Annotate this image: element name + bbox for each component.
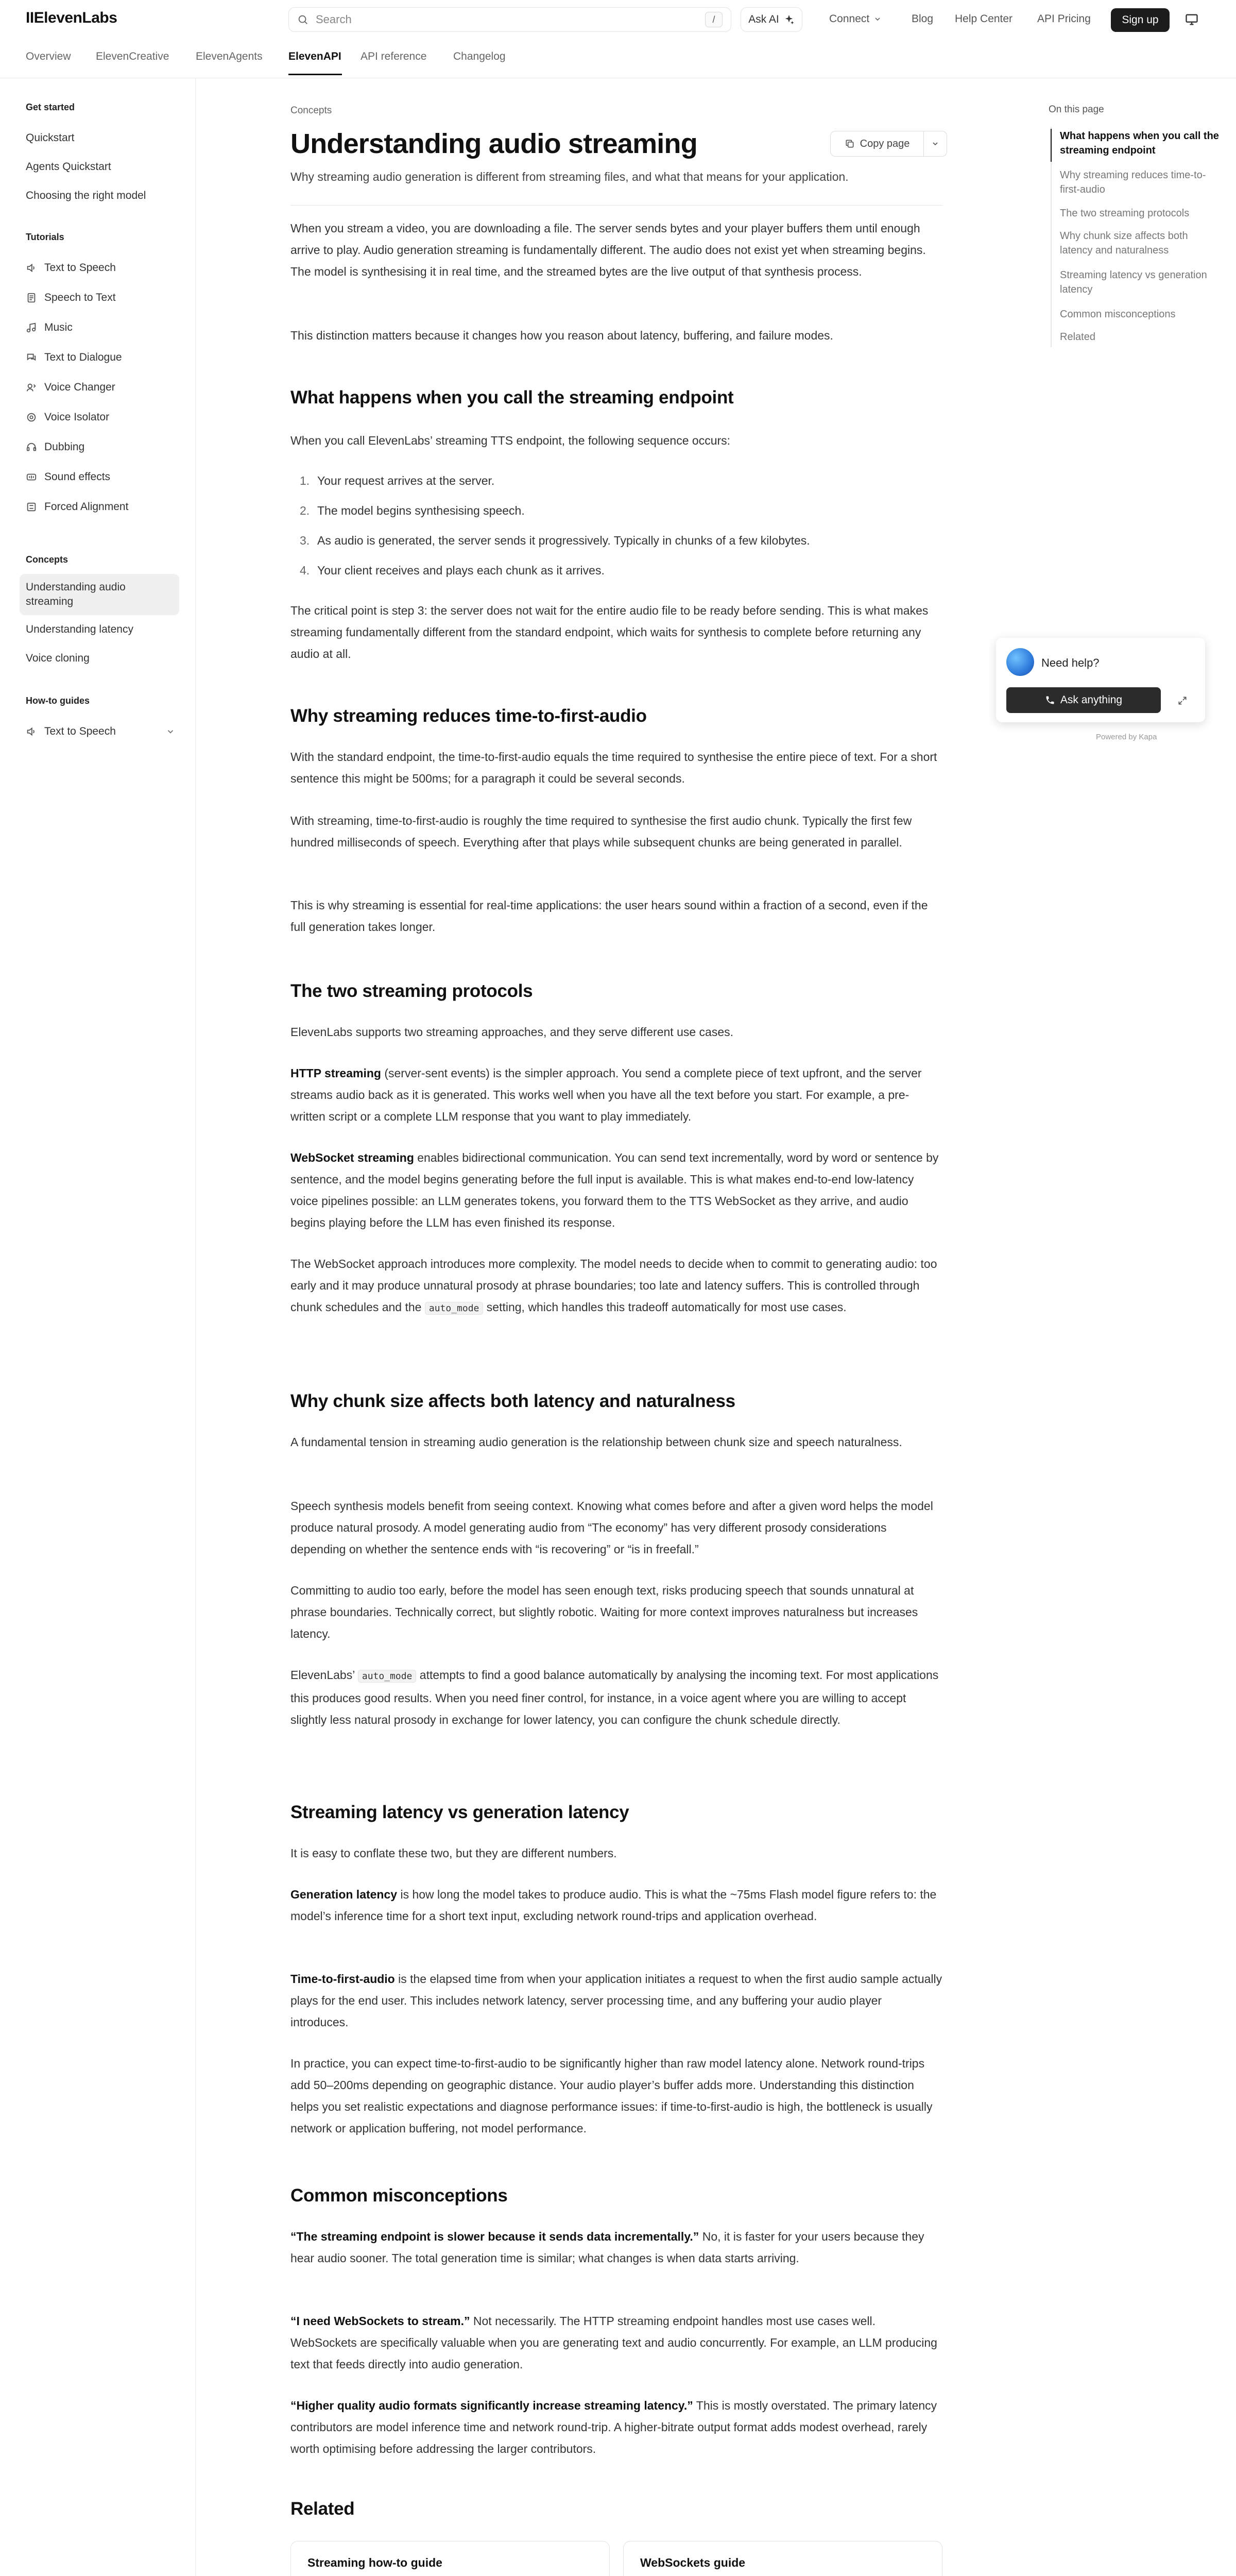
voice-changer-icon [26, 382, 37, 393]
speaker-icon [26, 726, 37, 737]
ask-ai-button[interactable] [741, 7, 802, 32]
chevron-down-icon[interactable] [166, 727, 175, 736]
list-item-text: As audio is generated, the server sends it progressively. Typically in chunks of a few kilobytes. [317, 534, 810, 547]
paragraph-text: The WebSocket approach introduces more complexity. The model needs to decide when to commit to generating audio: too early and it may produce unnatural prosody at phrase boundaries; too late and latency suffers. This is controlled through chunk schedules and the [290, 1257, 937, 1314]
section-2-paragraph-1: With the standard endpoint, the time-to-first-audio equals the time required to synthesise the entire piece of text. For a short sentence this might be 500ms; for a paragraph it could be several seconds. [290, 750, 937, 785]
websocket-streaming-paragraph [290, 1147, 942, 1233]
tab-elevencreative[interactable]: ElevenCreative [96, 50, 169, 62]
nav-blog[interactable]: Blog [912, 13, 934, 25]
list-item: 3. As audio is generated, the server sends it progressively. Typically in chunks of a few kilobytes. [300, 534, 810, 547]
sidebar-item-sound-effects[interactable] [26, 471, 110, 483]
time-to-first-audio-text: is the elapsed time from when your application initiates a request to when the first audio sample actually plays for the end user. This includes network latency, server processing time, and any buffering your audio player introduces. [290, 1972, 942, 2029]
generation-latency-term: Generation latency [290, 1888, 398, 1901]
sound-effects-icon [26, 471, 37, 483]
websocket-streaming-text: enables bidirectional communication. You can send text incrementally, word by word or sentence by sentence, and the model begins generating before the full input is available. This is what makes end-to-end low-latency voice pipelines possible: an LLM generates tokens, you forward them to the TTS WebSocket as they arrive, and audio begins playing before the LLM has even finished its response. [290, 1151, 939, 1229]
toc-item-two-protocols[interactable]: The two streaming protocols [1060, 208, 1190, 219]
product-tabs [0, 39, 1236, 78]
tab-changelog[interactable]: Changelog [453, 50, 506, 62]
sidebar-item-quickstart[interactable]: Quickstart [26, 132, 75, 144]
sidebar-item-label: Music [44, 321, 73, 333]
sidebar-item-label: Dubbing [44, 441, 85, 453]
chevron-down-icon [931, 140, 939, 148]
tab-api-reference[interactable]: API reference [360, 50, 427, 62]
section-1-paragraph: The critical point is step 3: the server does not wait for the entire audio file to be ready before sending. This is what makes streaming fundamentally different from the standard endpoint, which waits for synthesis to complete before returning any audio at all. [290, 604, 929, 660]
sidebar-item-label: Text to Speech [44, 725, 116, 737]
ask-anything-label: Ask anything [1060, 694, 1123, 706]
copy-page-options-button[interactable] [923, 131, 947, 157]
elevenlabs-logo[interactable]: IIElevenLabs [26, 9, 117, 26]
section-3-lead: ElevenLabs supports two streaming approaches, and they serve different use cases. [290, 1025, 734, 1039]
misconception-text: Not necessarily. The HTTP streaming endpoint handles most use cases well. WebSockets are specifically valuable when you are generating text and audio concurrently. For example, an LLM producing text that feeds directly into audio generation. [290, 2314, 937, 2371]
sidebar-item-label: Sound effects [44, 471, 111, 483]
section-heading-misconceptions: Common misconceptions [290, 2185, 508, 2206]
misconception-text: This is mostly overstated. The primary latency contributors are model inference time and network round-trip. A higher-bitrate output format adds modest overhead, rarely worth optimising before addressing the larger contributors. [290, 2399, 937, 2455]
section-5-lead: It is easy to conflate these two, but they are different numbers. [290, 1846, 617, 1860]
sidebar-item-voice-isolator[interactable] [26, 411, 109, 423]
sign-up-button[interactable]: Sign up [1111, 8, 1170, 32]
section-heading-time-to-first-audio: Why streaming reduces time-to-first-audio [290, 706, 647, 726]
websocket-complexity-paragraph [290, 1253, 942, 1319]
toc-item-latency-vs-generation[interactable]: Streaming latency vs generation latency [1060, 269, 1207, 295]
active-tab-indicator [288, 74, 342, 75]
intro-paragraph-2: This distinction matters because it changes how you reason about latency, buffering, and failure modes. [290, 329, 833, 342]
sidebar-item-speech-to-text[interactable] [26, 292, 116, 304]
ask-ai-label: Ask AI [748, 13, 779, 25]
nav-help-center[interactable]: Help Center [955, 13, 1013, 25]
sparkle-icon [783, 14, 795, 25]
section-4-paragraph-1: A fundamental tension in streaming audio generation is the relationship between chunk size and speech naturalness. [290, 1435, 902, 1449]
sidebar-section-concepts: Concepts [26, 554, 68, 565]
sidebar-section-get-started: Get started [26, 102, 75, 112]
toc-item-misconceptions[interactable]: Common misconceptions [1060, 309, 1176, 320]
page-title: Understanding audio streaming [290, 128, 697, 159]
toc-item-time-to-first-audio[interactable]: Why streaming reduces time-to-first-audio [1060, 170, 1206, 195]
toc-item-chunk-size[interactable]: Why chunk size affects both latency and naturalness [1060, 230, 1188, 256]
sidebar-item-label: Text to Dialogue [44, 351, 122, 363]
paragraph-text: ElevenLabs’ [290, 1668, 358, 1682]
section-5-paragraph-last: In practice, you can expect time-to-first-audio to be significantly higher than raw model latency alone. Network round-trips add 50–200ms depending on geographic distance. Your audio player’s buffer adds more. Understanding this distinction helps you set realistic expectations and diagnose performance issues: if time-to-first-audio is high, the bottleneck is usually network or application buffering, not model performance. [290, 2057, 933, 2135]
tab-elevenapi[interactable]: ElevenAPI [288, 50, 341, 62]
misconception-1 [290, 2226, 942, 2269]
section-heading-related: Related [290, 2499, 355, 2519]
search-placeholder: Search [316, 13, 352, 26]
nav-connect-label: Connect [829, 13, 870, 25]
sidebar-item-music[interactable] [26, 321, 73, 334]
dialogue-icon [26, 352, 37, 363]
chevron-down-icon [873, 15, 882, 23]
dubbing-icon [26, 442, 37, 453]
page-subtitle: Why streaming audio generation is different from streaming files, and what that means for your application. [290, 170, 849, 183]
section-heading-chunk-size: Why chunk size affects both latency and naturalness [290, 1391, 735, 1411]
list-item: 1. Your request arrives at the server. [300, 474, 495, 487]
document-icon [26, 292, 37, 303]
tab-overview[interactable]: Overview [26, 50, 71, 62]
phone-icon [1045, 695, 1055, 705]
voice-isolator-icon [26, 412, 37, 423]
sidebar-section-tutorials: Tutorials [26, 232, 64, 242]
speaker-icon [26, 262, 37, 274]
toc-active-indicator [1051, 129, 1052, 162]
section-4-paragraph-2: Speech synthesis models benefit from seeing context. Knowing what comes before and after a given word helps the model produce natural prosody. A model generating audio from “The economy” has very different prosody considerations depending on whether the sentence ends with “is recovering” or “is in freefall.” [290, 1499, 933, 1556]
ask-anything-button[interactable] [1006, 687, 1161, 713]
misconception-text: No, it is faster for your users because they hear audio sooner. The total generation time is similar; what changes is when data starts arriving. [290, 2230, 924, 2265]
copy-page-label: Copy page [860, 138, 910, 149]
sidebar-item-forced-alignment[interactable] [26, 501, 128, 513]
search-input[interactable] [288, 7, 731, 32]
sidebar-item-understanding-audio-streaming[interactable]: Understanding audio streaming [26, 581, 126, 607]
misconception-term: “Higher quality audio formats significantly increase streaming latency.” [290, 2399, 693, 2412]
sidebar-item-understanding-latency[interactable]: Understanding latency [26, 623, 133, 635]
search-shortcut-key: / [705, 12, 723, 27]
section-heading-latency-vs-generation: Streaming latency vs generation latency [290, 1802, 629, 1822]
music-icon [26, 322, 37, 333]
section-4-paragraph-3: Committing to audio too early, before the model has seen enough text, risks producing speech that sounds unnatural at phrase boundaries. Technically correct, but slightly robotic. Waiting for more context improves naturalness but increases latency. [290, 1584, 918, 1640]
nav-api-pricing[interactable]: API Pricing [1037, 13, 1091, 25]
sidebar-item-label: Text to Speech [44, 262, 116, 274]
expand-icon[interactable] [1171, 689, 1194, 712]
sidebar-item-label: Voice Changer [44, 381, 115, 393]
misconception-term: “I need WebSockets to stream.” [290, 2314, 470, 2328]
inline-code: auto_mode [425, 1302, 484, 1315]
forced-alignment-icon [26, 501, 37, 513]
copy-page-button[interactable] [830, 131, 924, 157]
section-2-paragraph-2: With streaming, time-to-first-audio is roughly the time required to synthesise the first audio chunk. Typically the first few hundred milliseconds of speech. Everything after that plays while subsequent chunks are being generated in parallel. [290, 814, 912, 849]
list-item: 4. Your client receives and plays each chunk as it arrives. [300, 564, 605, 577]
sidebar-item-voice-cloning[interactable]: Voice cloning [26, 652, 90, 664]
top-header [0, 0, 1236, 39]
misconception-3 [290, 2395, 942, 2460]
assistant-avatar [1006, 648, 1034, 676]
section-1-lead: When you call ElevenLabs’ streaming TTS endpoint, the following sequence occurs: [290, 434, 731, 447]
breadcrumb[interactable]: Concepts [290, 105, 332, 116]
sidebar-item-choosing-model[interactable]: Choosing the right model [26, 190, 146, 201]
paragraph-text: attempts to find a good balance automatically by analysing the incoming text. For most applications this produces good results. When you need finer control, for instance, in a voice agent where you are willing to accept slightly less natural prosody in exchange for lower latency, you can configure the chunk schedule directly. [290, 1668, 939, 1726]
help-widget-title: Need help? [1041, 656, 1100, 669]
toc-item-streaming-endpoint[interactable]: What happens when you call the streaming endpoint [1060, 130, 1219, 156]
sidebar-item-text-to-dialogue[interactable] [26, 351, 122, 364]
generation-latency-paragraph [290, 1884, 942, 1927]
list-item: 2. The model begins synthesising speech. [300, 504, 525, 517]
sidebar-item-label: Voice Isolator [44, 411, 110, 423]
theme-toggle-monitor-icon[interactable] [1184, 12, 1199, 27]
list-item-text: The model begins synthesising speech. [317, 504, 525, 517]
sidebar-section-how-to: How-to guides [26, 696, 90, 706]
card-title: WebSockets guide [640, 2556, 746, 2569]
time-to-first-audio-term: Time-to-first-audio [290, 1972, 395, 1986]
related-card-websockets-guide[interactable] [623, 2541, 942, 2576]
sidebar-item-label: Speech to Text [44, 292, 116, 303]
intro-paragraph-1: When you stream a video, you are downloading a file. The server sends bytes and your player buffers them until enough arrive to play. Audio generation streaming is fundamentally different. The audio does not exist yet when streaming begins. The model is synthesising it in real time, and the streamed bytes are the live output of that synthesis process. [290, 222, 926, 278]
sidebar [0, 78, 196, 2576]
http-streaming-term: HTTP streaming [290, 1066, 381, 1080]
misconception-2 [290, 2310, 942, 2375]
misconception-term: “The streaming endpoint is slower because it sends data incrementally.” [290, 2230, 699, 2243]
search-icon [297, 14, 308, 25]
sidebar-item-how-to-text-to-speech[interactable] [26, 725, 175, 738]
sidebar-item-text-to-speech[interactable] [26, 262, 116, 274]
related-card-streaming-how-to[interactable] [290, 2541, 610, 2576]
generation-latency-text: is how long the model takes to produce audio. This is what the ~75ms Flash model figure refers to: the model’s inference time for a short text input, excluding network round-trips and application overhead. [290, 1888, 937, 1923]
divider [290, 205, 942, 206]
sidebar-item-voice-changer[interactable] [26, 381, 115, 394]
http-streaming-paragraph [290, 1062, 942, 1127]
tab-elevenagents[interactable]: ElevenAgents [196, 50, 263, 62]
sidebar-item-agents-quickstart[interactable]: Agents Quickstart [26, 161, 111, 173]
list-item-text: Your request arrives at the server. [317, 474, 495, 487]
http-streaming-text: (server-sent events) is the simpler approach. You send a complete piece of text upfront, and the server streams audio back as it is generated. This works well when you have all the text before you start. For example, a pre-written script or a complete LLM response that you want to play immediately. [290, 1066, 922, 1123]
card-title: Streaming how-to guide [307, 2556, 442, 2569]
toc-item-related[interactable]: Related [1060, 331, 1095, 343]
toc-title: On this page [1049, 104, 1104, 115]
section-4-paragraph-4 [290, 1664, 942, 1731]
sidebar-item-label: Forced Alignment [44, 501, 129, 513]
inline-code: auto_mode [358, 1670, 417, 1683]
paragraph-text: setting, which handles this tradeoff automatically for most use cases. [483, 1300, 847, 1314]
powered-by-kapa[interactable]: Powered by Kapa [1096, 733, 1157, 741]
websocket-streaming-term: WebSocket streaming [290, 1151, 414, 1164]
copy-icon [845, 139, 855, 149]
time-to-first-audio-paragraph [290, 1968, 942, 2033]
sidebar-item-dubbing[interactable] [26, 441, 84, 453]
section-2-paragraph-3: This is why streaming is essential for real-time applications: the user hears sound within a fraction of a second, even if the full generation takes longer. [290, 899, 928, 934]
section-heading-two-protocols: The two streaming protocols [290, 981, 533, 1001]
section-heading-streaming-endpoint: What happens when you call the streaming endpoint [290, 387, 734, 408]
nav-connect[interactable] [829, 13, 882, 25]
list-item-text: Your client receives and plays each chunk as it arrives. [317, 564, 605, 577]
help-widget [996, 638, 1205, 722]
